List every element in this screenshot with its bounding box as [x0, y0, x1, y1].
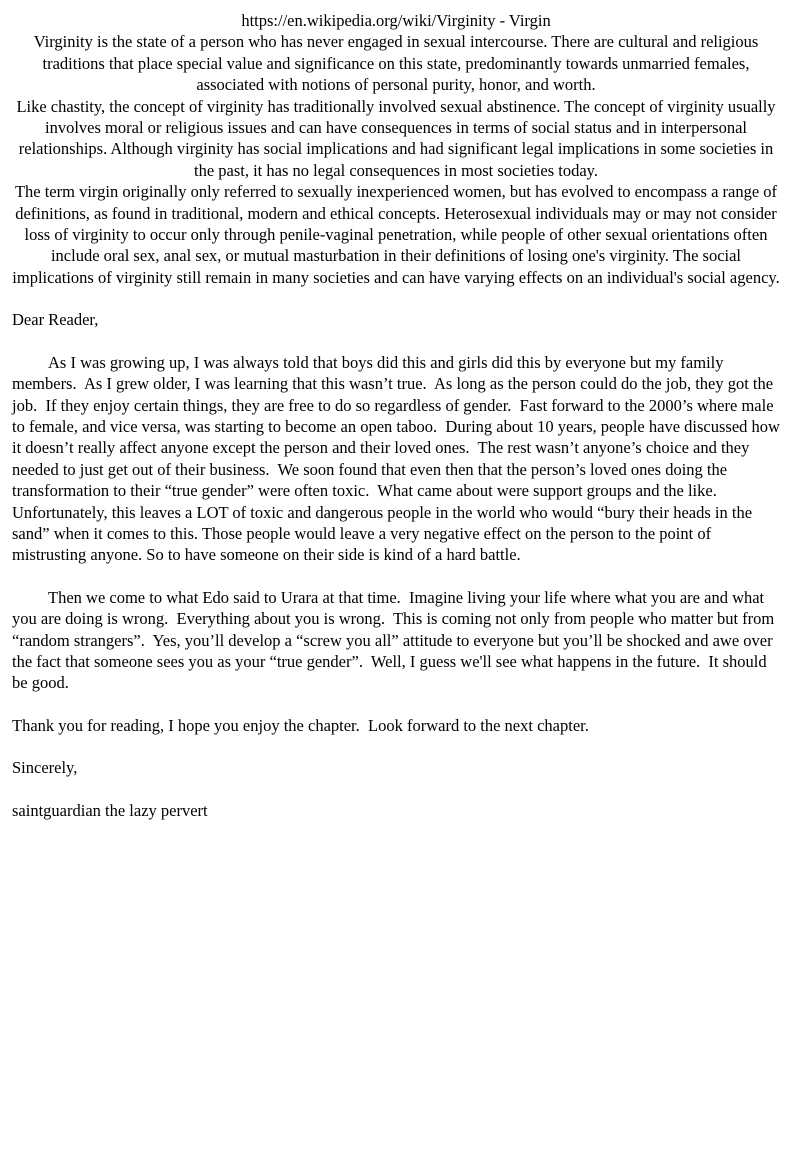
- quote-paragraph: Virginity is the state of a person who has never engaged in sexual intercourse. There are cultural and religious traditions that place special value and significance on this state, predominantly towards unmarried females, associated with notions of personal purity, honor, and worth.: [33, 32, 763, 95]
- source-url-line: https://en.wikipedia.org/wiki/Virginity - Virgin: [241, 11, 551, 30]
- signoff: Sincerely,: [12, 758, 78, 778]
- closing-line: Thank you for reading, I hope you enjoy the chapter. Look forward to the next chapter.: [12, 715, 589, 735]
- salutation: Dear Reader,: [12, 310, 99, 330]
- quote-paragraph: Like chastity, the concept of virginity has traditionally involved sexual abstinence. The concept of virginity usually involves moral or religious issues and can have consequences in terms of social status and in interpersonal relationships. Although virginity has social implications and had significant legal implications in some societies in the past, it has no legal consequences in most societies today.: [16, 96, 780, 180]
- quote-paragraph: The term virgin originally only referred to sexually inexperienced women, but has evolved to encompass a range of definitions, as found in traditional, modern and ethical concepts. Heterosexual individuals may or may not consider loss of virginity to occur only through penile-vaginal penetration, while people of other sexual orientations often include oral sex, anal sex, or mutual masturbation in their definitions of losing one's virginity. The social implications of virginity still remain in many societies and can have varying effects on an individual's social agency.: [12, 182, 782, 287]
- letter-paragraph: Then we come to what Edo said to Urara at that time. Imagine living your life where what you are and what you are doing is wrong. Everything about you is wrong. This is coming not only from people who matter but from “random strangers”. Yes, you’ll develop a “screw you all” attitude to everyone but you’ll be shocked and awe over the fact that someone sees you as your “true gender”. Well, I guess we'll see what happens in the future. It should be good.: [12, 587, 779, 693]
- wikipedia-quote-block: [12, 10, 780, 288]
- signature: saintguardian the lazy pervert: [12, 800, 208, 820]
- author-note-letter: [12, 309, 785, 821]
- letter-paragraph: As I was growing up, I was always told that boys did this and girls did this by everyone but my family members. As I grew older, I was learning that this wasn’t true. As long as the person could do the job, they got the job. If they enjoy certain things, they are free to do so regardless of gender. Fast forward to the 2000’s where male to female, and vice versa, was starting to become an open taboo. During about 10 years, people have discussed how it doesn’t really affect anyone except the person and their loved ones. The rest wasn’t anyone’s choice and they needed to just get out of their business. We soon found that even then that the person’s loved ones doing the transformation to their “true gender” were often toxic. What came about were support groups and the like. Unfortunately, this leaves a LOT of toxic and dangerous people in the world who would “bury their heads in the sand” when it comes to this. Those people would leave a very negative effect on the person to the point of mistrusting anyone. So to have someone on their side is kind of a hard battle.: [12, 352, 785, 565]
